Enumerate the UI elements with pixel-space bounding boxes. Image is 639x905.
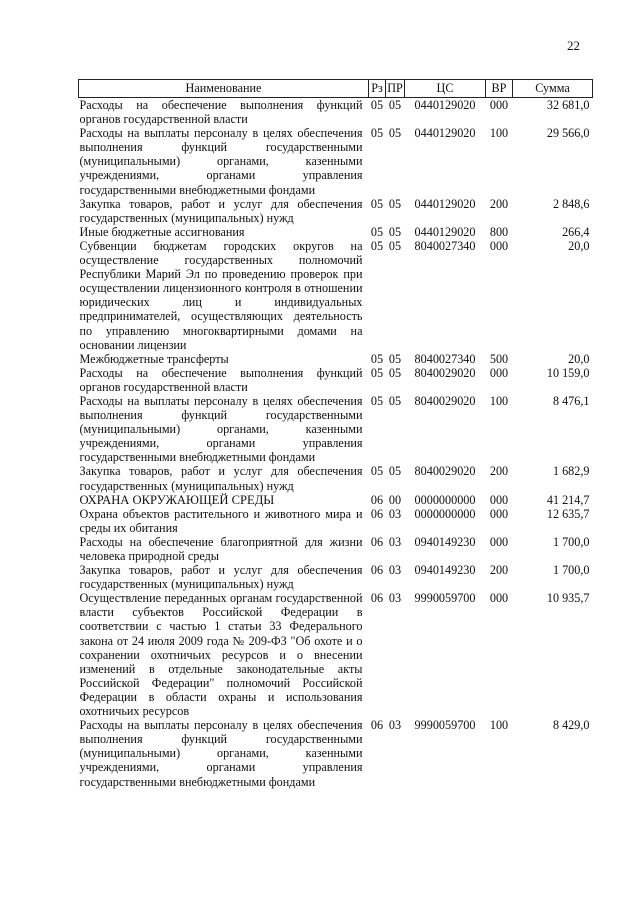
table-row bbox=[79, 366, 593, 394]
row-vr: 200 bbox=[489, 464, 509, 479]
row-sum: 1 700,0 bbox=[552, 563, 590, 578]
row-cs: 8040029020 bbox=[414, 365, 476, 380]
row-vr: 000 bbox=[489, 98, 509, 112]
row-rz: 06 bbox=[370, 563, 384, 578]
row-name: Закупка товаров, работ и услуг для обеспечения государственных (муниципальных) нужд bbox=[79, 563, 363, 592]
row-cs: 0440129020 bbox=[414, 196, 476, 211]
row-pr: 05 bbox=[388, 393, 402, 408]
row-cs: 9990059700 bbox=[414, 718, 476, 733]
row-pr: 03 bbox=[388, 591, 402, 606]
table-body bbox=[79, 98, 593, 789]
header-vr: ВР bbox=[486, 80, 513, 98]
row-cs: 0940149230 bbox=[414, 534, 476, 549]
row-pr: 03 bbox=[388, 506, 402, 521]
row-name: Осуществление переданных органам государственной власти субъектов Российской Федерации в соответствии с частью 1 статьи 33 Федерального закона от 24 июля 2009 года № 209-ФЗ "Об охоте и о сохранении охотничьих ресурсов и о внесении изменений в отдельные законодательные акты Российской Федерации" полномочий Российской Федерации в области охраны и использования охотничьих ресурсов bbox=[79, 591, 363, 719]
row-vr: 000 bbox=[489, 365, 509, 380]
budget-table bbox=[78, 79, 593, 789]
row-sum: 29 566,0 bbox=[546, 126, 590, 141]
page-number: 22 bbox=[567, 38, 580, 53]
row-pr: 05 bbox=[388, 126, 402, 141]
row-vr: 200 bbox=[489, 563, 509, 578]
table-row bbox=[79, 591, 593, 718]
row-name: Иные бюджетные ассигнования bbox=[79, 224, 245, 239]
row-vr: 000 bbox=[489, 591, 509, 606]
table-row bbox=[79, 535, 593, 563]
row-cs: 0940149230 bbox=[414, 563, 476, 578]
table-row bbox=[79, 718, 593, 788]
table-row bbox=[79, 197, 593, 225]
row-vr: 000 bbox=[489, 238, 509, 253]
row-rz: 05 bbox=[370, 126, 384, 141]
row-vr: 000 bbox=[489, 506, 509, 521]
row-sum: 8 429,0 bbox=[552, 718, 590, 733]
row-pr: 05 bbox=[388, 196, 402, 211]
row-name: Субвенции бюджетам городских округов на осуществление государственных полномочий Республики Марий Эл по проведению проверок при осуществлении лицензионного контроля в отношении юридических лиц и индивидуальных предпринимателей, осуществляющих деятельность по управлению многоквартирными домами на основании лицензии bbox=[79, 238, 363, 352]
row-cs: 0440129020 bbox=[414, 224, 476, 239]
table-row bbox=[79, 126, 593, 196]
row-rz: 06 bbox=[370, 506, 384, 521]
row-vr: 100 bbox=[489, 126, 509, 141]
table-row bbox=[79, 394, 593, 464]
row-rz: 06 bbox=[370, 534, 384, 549]
row-rz: 06 bbox=[370, 718, 384, 733]
row-name: Расходы на выплаты персоналу в целях обеспечения выполнения функций государственными (муниципальными) органами, казенными учреждениями, органами управления государственными внебюджетными фондами bbox=[79, 393, 363, 465]
row-vr: 100 bbox=[489, 718, 509, 733]
row-cs: 0000000000 bbox=[414, 506, 476, 521]
header-pr: ПР bbox=[386, 80, 405, 98]
row-name: ОХРАНА ОКРУЖАЮЩЕЙ СРЕДЫ bbox=[79, 492, 275, 507]
row-pr: 03 bbox=[388, 563, 402, 578]
header-rz: Рз bbox=[369, 80, 386, 98]
table-row bbox=[79, 464, 593, 492]
row-sum: 20,0 bbox=[568, 238, 590, 253]
row-vr: 200 bbox=[489, 196, 509, 211]
row-cs: 8040027340 bbox=[414, 351, 476, 366]
row-sum: 2 848,6 bbox=[552, 196, 590, 211]
header-cs: ЦС bbox=[405, 80, 486, 98]
row-pr: 05 bbox=[388, 238, 402, 253]
row-pr: 03 bbox=[388, 534, 402, 549]
row-name: Расходы на обеспечение благоприятной для жизни человека природной среды bbox=[79, 534, 363, 563]
row-cs: 0440129020 bbox=[414, 98, 476, 112]
row-cs: 8040027340 bbox=[414, 238, 476, 253]
row-name: Расходы на обеспечение выполнения функций органов государственной власти bbox=[79, 365, 363, 394]
row-vr: 000 bbox=[489, 534, 509, 549]
row-pr: 05 bbox=[388, 351, 402, 366]
row-vr: 000 bbox=[489, 492, 509, 507]
row-name: Закупка товаров, работ и услуг для обеспечения государственных (муниципальных) нужд bbox=[79, 196, 363, 225]
row-vr: 100 bbox=[489, 393, 509, 408]
row-pr: 05 bbox=[388, 98, 402, 112]
row-rz: 05 bbox=[370, 196, 384, 211]
row-rz: 05 bbox=[370, 238, 384, 253]
row-rz: 05 bbox=[370, 224, 384, 239]
row-rz: 05 bbox=[370, 98, 384, 112]
row-name: Расходы на выплаты персоналу в целях обеспечения выполнения функций государственными (муниципальными) органами, казенными учреждениями, органами управления государственными внебюджетными фондами bbox=[79, 718, 363, 789]
table-header bbox=[79, 80, 593, 98]
row-pr: 05 bbox=[388, 464, 402, 479]
header-sum: Сумма bbox=[513, 80, 593, 98]
row-rz: 05 bbox=[370, 365, 384, 380]
table-row bbox=[79, 98, 593, 127]
row-rz: 06 bbox=[370, 492, 384, 507]
table-row bbox=[79, 352, 593, 366]
table-row bbox=[79, 225, 593, 239]
row-name: Охрана объектов растительного и животного мира и среды их обитания bbox=[79, 506, 363, 535]
table-row bbox=[79, 239, 593, 352]
row-cs: 9990059700 bbox=[414, 591, 476, 606]
row-name: Расходы на выплаты персоналу в целях обеспечения выполнения функций государственными (муниципальными) органами, казенными учреждениями, органами управления государственными внебюджетными фондами bbox=[79, 126, 363, 197]
row-rz: 05 bbox=[370, 351, 384, 366]
header-name: Наименование bbox=[79, 80, 369, 98]
row-name: Закупка товаров, работ и услуг для обеспечения государственных (муниципальных) нужд bbox=[79, 464, 363, 493]
row-sum: 12 635,7 bbox=[546, 506, 590, 521]
row-pr: 05 bbox=[388, 224, 402, 239]
row-pr: 00 bbox=[388, 492, 402, 507]
row-cs: 8040029020 bbox=[414, 464, 476, 479]
row-sum: 41 214,7 bbox=[546, 492, 590, 507]
row-name: Межбюджетные трансферты bbox=[79, 351, 229, 366]
row-sum: 32 681,0 bbox=[546, 98, 590, 112]
table-row bbox=[79, 563, 593, 591]
row-pr: 03 bbox=[388, 718, 402, 733]
row-cs: 0440129020 bbox=[414, 126, 476, 141]
row-name: Расходы на обеспечение выполнения функций органов государственной власти bbox=[79, 98, 363, 127]
row-cs: 8040029020 bbox=[414, 393, 476, 408]
row-vr: 500 bbox=[489, 351, 509, 366]
row-vr: 800 bbox=[489, 224, 509, 239]
row-sum: 1 682,9 bbox=[552, 464, 590, 479]
row-rz: 06 bbox=[370, 591, 384, 606]
row-sum: 1 700,0 bbox=[552, 534, 590, 549]
row-sum: 20,0 bbox=[568, 351, 590, 366]
row-rz: 05 bbox=[370, 393, 384, 408]
row-rz: 05 bbox=[370, 464, 384, 479]
row-cs: 0000000000 bbox=[414, 492, 476, 507]
row-pr: 05 bbox=[388, 365, 402, 380]
row-sum: 8 476,1 bbox=[552, 393, 590, 408]
table-row bbox=[79, 507, 593, 535]
row-sum: 266,4 bbox=[562, 224, 590, 239]
row-sum: 10 935,7 bbox=[546, 591, 590, 606]
table-row bbox=[79, 493, 593, 507]
row-sum: 10 159,0 bbox=[546, 365, 590, 380]
